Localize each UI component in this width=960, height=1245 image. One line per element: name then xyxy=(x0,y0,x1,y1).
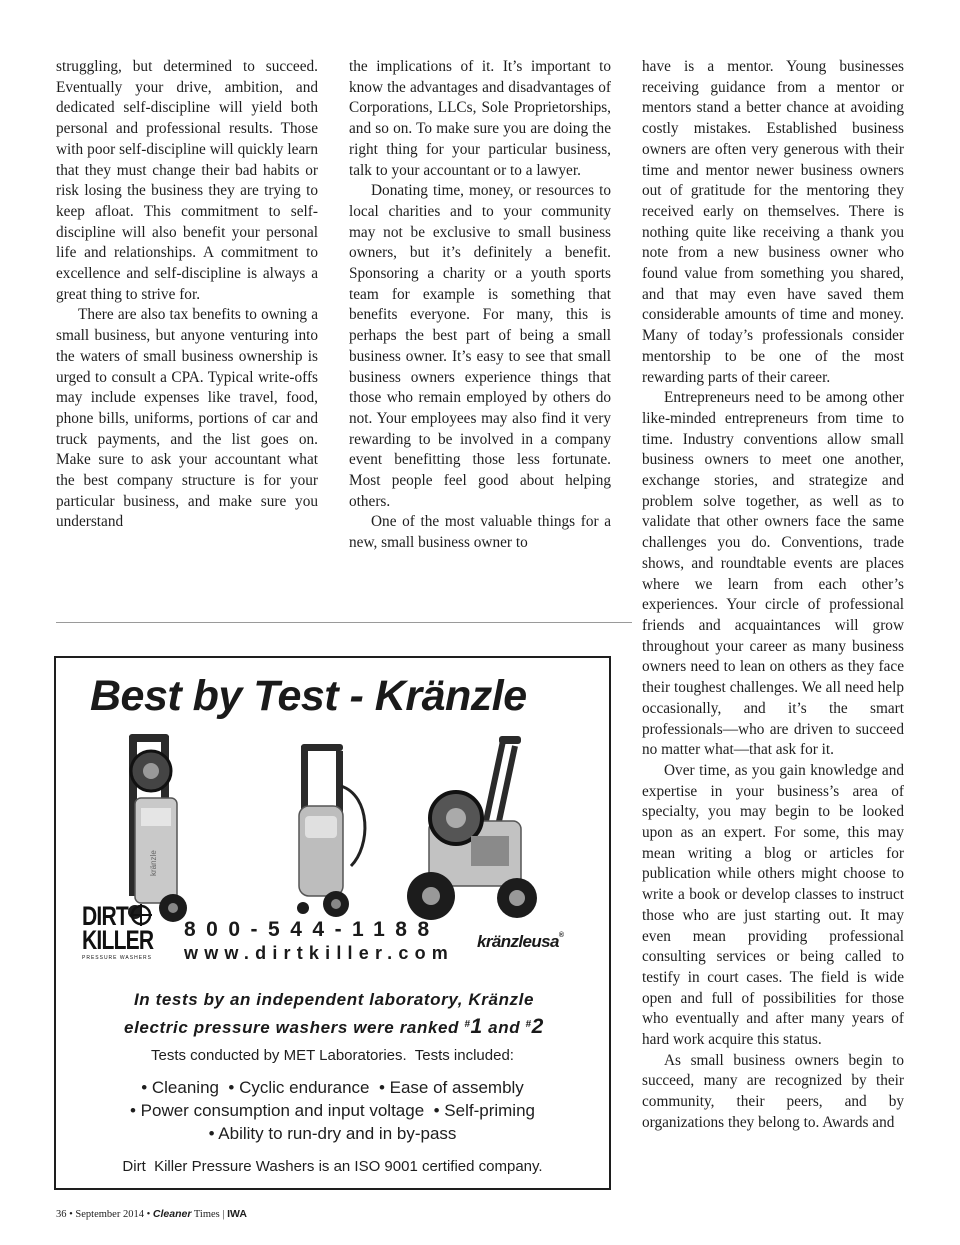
footer-times: Times | xyxy=(191,1209,228,1220)
article-paragraph: struggling, but determined to succeed. Eventually your drive, ambition, and dedicated self-discipline will yield both personal and professional results. Those with poor self-discipline will quickly learn that they must change their bad habits or risk losing the business they are trying to keep afloat. This commitment to self-discipline will also benefit your personal life and relationships. A commitment to excellence and self-discipline is always a great thing to strive for. xyxy=(56,58,318,303)
ad-claim-line-2-text: electric pressure washers were ranked xyxy=(124,1018,465,1037)
article-paragraph: Entrepreneurs need to be among other like-minded entrepreneurs from time to time. Industry conventions allow small business owners to meet one another, exchange stories, and strategize and problem solve together, as well as to validate that other owners face the same challenges you do. Conventions, trade shows, and roundtable events are places where we learn from each other’s experiences. Your circle of professional friends and acquaintances will grow throughout your career as many business owners need to lean on others as they face their toughest challenges. We all need help occasionally, and it’s the smart professionals—who are driven to succeed no matter what—that ask for it. xyxy=(642,389,904,759)
rank-hash-2: # xyxy=(525,1019,532,1030)
footer-iwa: IWA xyxy=(227,1208,247,1220)
article-paragraph: As small business owners begin to succeed, many are recognized by their community, their peers, and by organizations they belong to. Awards and xyxy=(642,1051,904,1131)
article-paragraph: Over time, as you gain knowledge and expertise in your business’s area of specialty, you may begin to be looked upon as an expert. For some, this may mean writing a blog or articles for publication while others might choose to write a book or develop classes to instruct those who are just starting out. It may even mean providing professional consulting services or being called to testify in court cases. The field is wide open and full of possibilities for those who eventually and after many years of hard work acquire this status. xyxy=(642,761,904,1049)
pressure-washer-image-2 xyxy=(297,744,365,917)
column-divider-rule xyxy=(56,622,632,623)
article-column-1 xyxy=(56,57,318,533)
dirt-killer-logo xyxy=(82,901,154,966)
kranzle-usa-logo xyxy=(477,932,563,952)
ad-test-line-2: • Power consumption and input voltage • Self-priming xyxy=(129,1101,535,1120)
page-footer xyxy=(56,1208,247,1220)
advertisement xyxy=(54,656,611,1190)
pressure-washer-image-1 xyxy=(128,734,187,922)
ad-claim-line-2 xyxy=(84,1012,584,1040)
washer-brand-label: kränzle xyxy=(149,850,158,876)
kranzle-logo-text: kränzleusa xyxy=(477,932,559,951)
ad-website: www.dirtkiller.com xyxy=(184,943,454,963)
rank-hash-1: # xyxy=(464,1019,471,1030)
ad-claim xyxy=(84,987,584,1040)
rank-number-1: 1 xyxy=(470,1015,483,1038)
ad-test-line-3: • Ability to run-dry and in by-pass xyxy=(208,1124,457,1143)
article-column-3 xyxy=(642,57,904,1134)
ad-brand-row xyxy=(56,898,609,978)
article-paragraph: the implications of it. It’s important to know the advantages and disadvantages of Corporations, LLCs, Sole Proprietorships, and so on. To make sure you are doing the right thing for your particular business, talk to your accountant or to a lawyer. xyxy=(349,58,611,179)
article-paragraph: have is a mentor. Young businesses receiving guidance from a mentor or mentors stand a better chance at avoiding costly mistakes. Established business owners are often very generous with their time and mentor newer business owners out of gratitude for the mentoring they received early on themselves. There is nothing quite like receiving a thank you note from a new business owner who found value from something you shared, and that may even have saved them considerable amounts of time and money. Many of today’s professionals consider mentorship to be one of the most rewarding parts of their career. xyxy=(642,58,904,386)
ad-claim-line-1: In tests by an independent laboratory, Kränzle xyxy=(133,990,535,1009)
ad-headline: Best by Test - Kränzle xyxy=(90,672,527,720)
ad-test-list xyxy=(56,1076,609,1145)
footer-magazine-name: Cleaner xyxy=(152,1208,192,1220)
ad-iso-statement: Dirt Killer Pressure Washers is an ISO 9001 certified company. xyxy=(122,1158,543,1175)
rank-number-2: 2 xyxy=(531,1015,544,1038)
footer-page-date: 36 • September 2014 • xyxy=(56,1209,153,1220)
ad-test-line-1: • Cleaning • Cyclic endurance • Ease of assembly xyxy=(141,1078,524,1097)
crosshair-icon xyxy=(130,904,152,926)
article-paragraph: One of the most valuable things for a new, small business owner to xyxy=(349,513,611,552)
ad-tests-intro: Tests conducted by MET Laboratories. Tests included: xyxy=(151,1047,514,1064)
ad-phone-number: 800-544-1188 xyxy=(184,918,440,941)
ad-claim-and: and xyxy=(482,1018,526,1037)
dirt-killer-logo-line1: DIRT xyxy=(82,901,129,931)
dirt-killer-logo-subtitle: PRESSURE WASHERS xyxy=(82,955,152,961)
article-paragraph: Donating time, money, or resources to local charities and to your community may not be exclusive to small business owners, but it’s definitely a benefit. Sponsoring a charity or a youth sports team for example is something that benefits everyone. For many, this is perhaps the best part of being a small business owner. It’s easy to see that small business owners experience things that those who remain employed by others do not. Your employees may also find it very rewarding to be involved in a company event benefitting those less fortunate. Most people feel good about helping others. xyxy=(349,182,611,510)
article-paragraph: There are also tax benefits to owning a small business, but anyone venturing into the waters of small business ownership is urged to consult a CPA. Typical write-offs may include expenses like travel, food, phone bills, uniforms, portions of car and truck payments, and the list goes on. Make sure to ask your accountant what the best company structure is for your particular business, and make sure you understand xyxy=(56,306,318,531)
article-column-2 xyxy=(349,57,611,554)
registered-mark: ® xyxy=(558,932,564,939)
dirt-killer-logo-line2: KILLER xyxy=(82,925,154,955)
pressure-washer-image-3 xyxy=(407,736,537,920)
